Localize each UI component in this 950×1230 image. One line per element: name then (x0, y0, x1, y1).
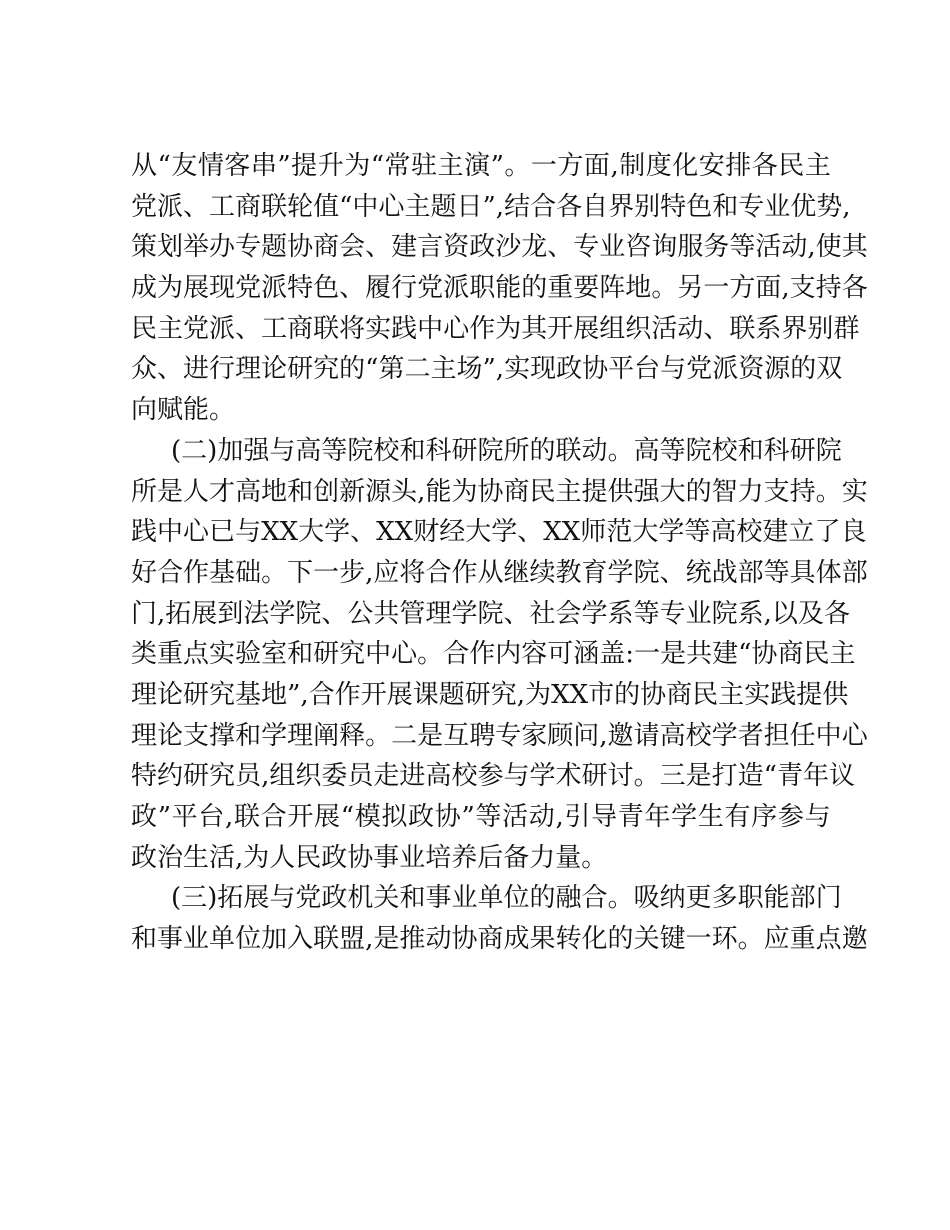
text-line-11: 好 合 作 基 础 。 下 一 步 , 应 将 合 作 从 继 续 教 育 学 院 、 统 战 部 等 具 体 部 (131, 557, 868, 588)
text-line-18: 政治生活,为人民政协事业培养后备力量。 (131, 842, 608, 873)
text-line-14: 理 论 研 究 基 地 ” , 合 作 开 展 课 题 研 究 , 为 XX 市 的 协 商 民 主 实 践 提 供 (131, 679, 849, 710)
text-line-7: 向赋能。 (131, 395, 236, 426)
text-line-12: 门 , 拓 展 到 法 学 院 、 公 共 管 理 学 院 、 社 会 学 系 等 专 业 院 系 , 以 及 各 (131, 598, 850, 629)
body-text (131, 146, 868, 960)
text-line-13: 类 重 点 实 验 室 和 研 究 中 心 。 合 作 内 容 可 涵 盖 : 一 是 共 建 “ 协 商 民 主 (131, 639, 856, 670)
text-line-3: 策 划 举 办 专 题 协 商 会 、 建 言 资 政 沙 龙 、 专 业 咨 询 服 务 等 活 动 , 使 其 (131, 232, 868, 263)
text-line-5: 民 主 党 派 、 工 商 联 将 实 践 中 心 作 为 其 开 展 组 织 活 动 、 联 系 界 别 群 (131, 313, 860, 344)
text-line-4: 成 为 展 现 党 派 特 色 、 履 行 党 派 职 能 的 重 要 阵 地 。 另 一 方 面 , 支 持 各 (131, 273, 868, 304)
heading-line-2: ( 二 ) 加 强 与 高 等 院 校 和 科 研 院 所 的 联 动 。 高 等 院 校 和 科 研 院 (171, 435, 842, 466)
text-line-10: 践 中 心 已 与 XX 大 学 、 XX 财 经 大 学 、 XX 师 范 大 学 等 高 校 建 立 了 良 (131, 517, 867, 548)
text-line-16: 特 约 研 究 员 , 组 织 委 员 走 进 高 校 参 与 学 术 研 讨 。 三 是 打 造 “ 青 年 议 (131, 761, 855, 792)
text-line-6: 众 、 进 行 理 论 研 究 的 “ 第 二 主 场 ” , 实 现 政 协 平 台 与 党 派 资 源 的 双 (131, 354, 843, 385)
text-line-2: 党 派 、 工 商 联 轮 值 “ 中 心 主 题 日 ” , 结 合 各 自 界 别 特 色 和 专 业 优 势 , (131, 191, 851, 222)
text-line-9: 所 是 人 才 高 地 和 创 新 源 头 , 能 为 协 商 民 主 提 供 强 大 的 智 力 支 持 。 实 (131, 476, 868, 507)
text-line-20: 和 事 业 单 位 加 入 联 盟 , 是 推 动 协 商 成 果 转 化 的 关 键 一 环 。 应 重 点 邀 (131, 924, 868, 955)
text-line-17: 政 ” 平 台 , 联 合 开 展 “ 模 拟 政 协 ” 等 活 动 , 引 导 青 年 学 生 有 序 参 与 (131, 802, 831, 832)
text-line-1: 从 “ 友 情 客 串 ” 提 升 为 “ 常 驻 主 演 ” 。 一 方 面 , 制 度 化 安 排 各 民 主 (131, 151, 831, 181)
heading-line-3: ( 三 ) 拓 展 与 党 政 机 关 和 事 业 单 位 的 融 合 。 吸 纳 更 多 职 能 部 门 (171, 883, 842, 914)
text-line-15: 理 论 支 撑 和 学 理 阐 释 。 二 是 互 聘 专 家 顾 问 , 邀 请 高 校 学 者 担 任 中 心 (131, 720, 868, 751)
